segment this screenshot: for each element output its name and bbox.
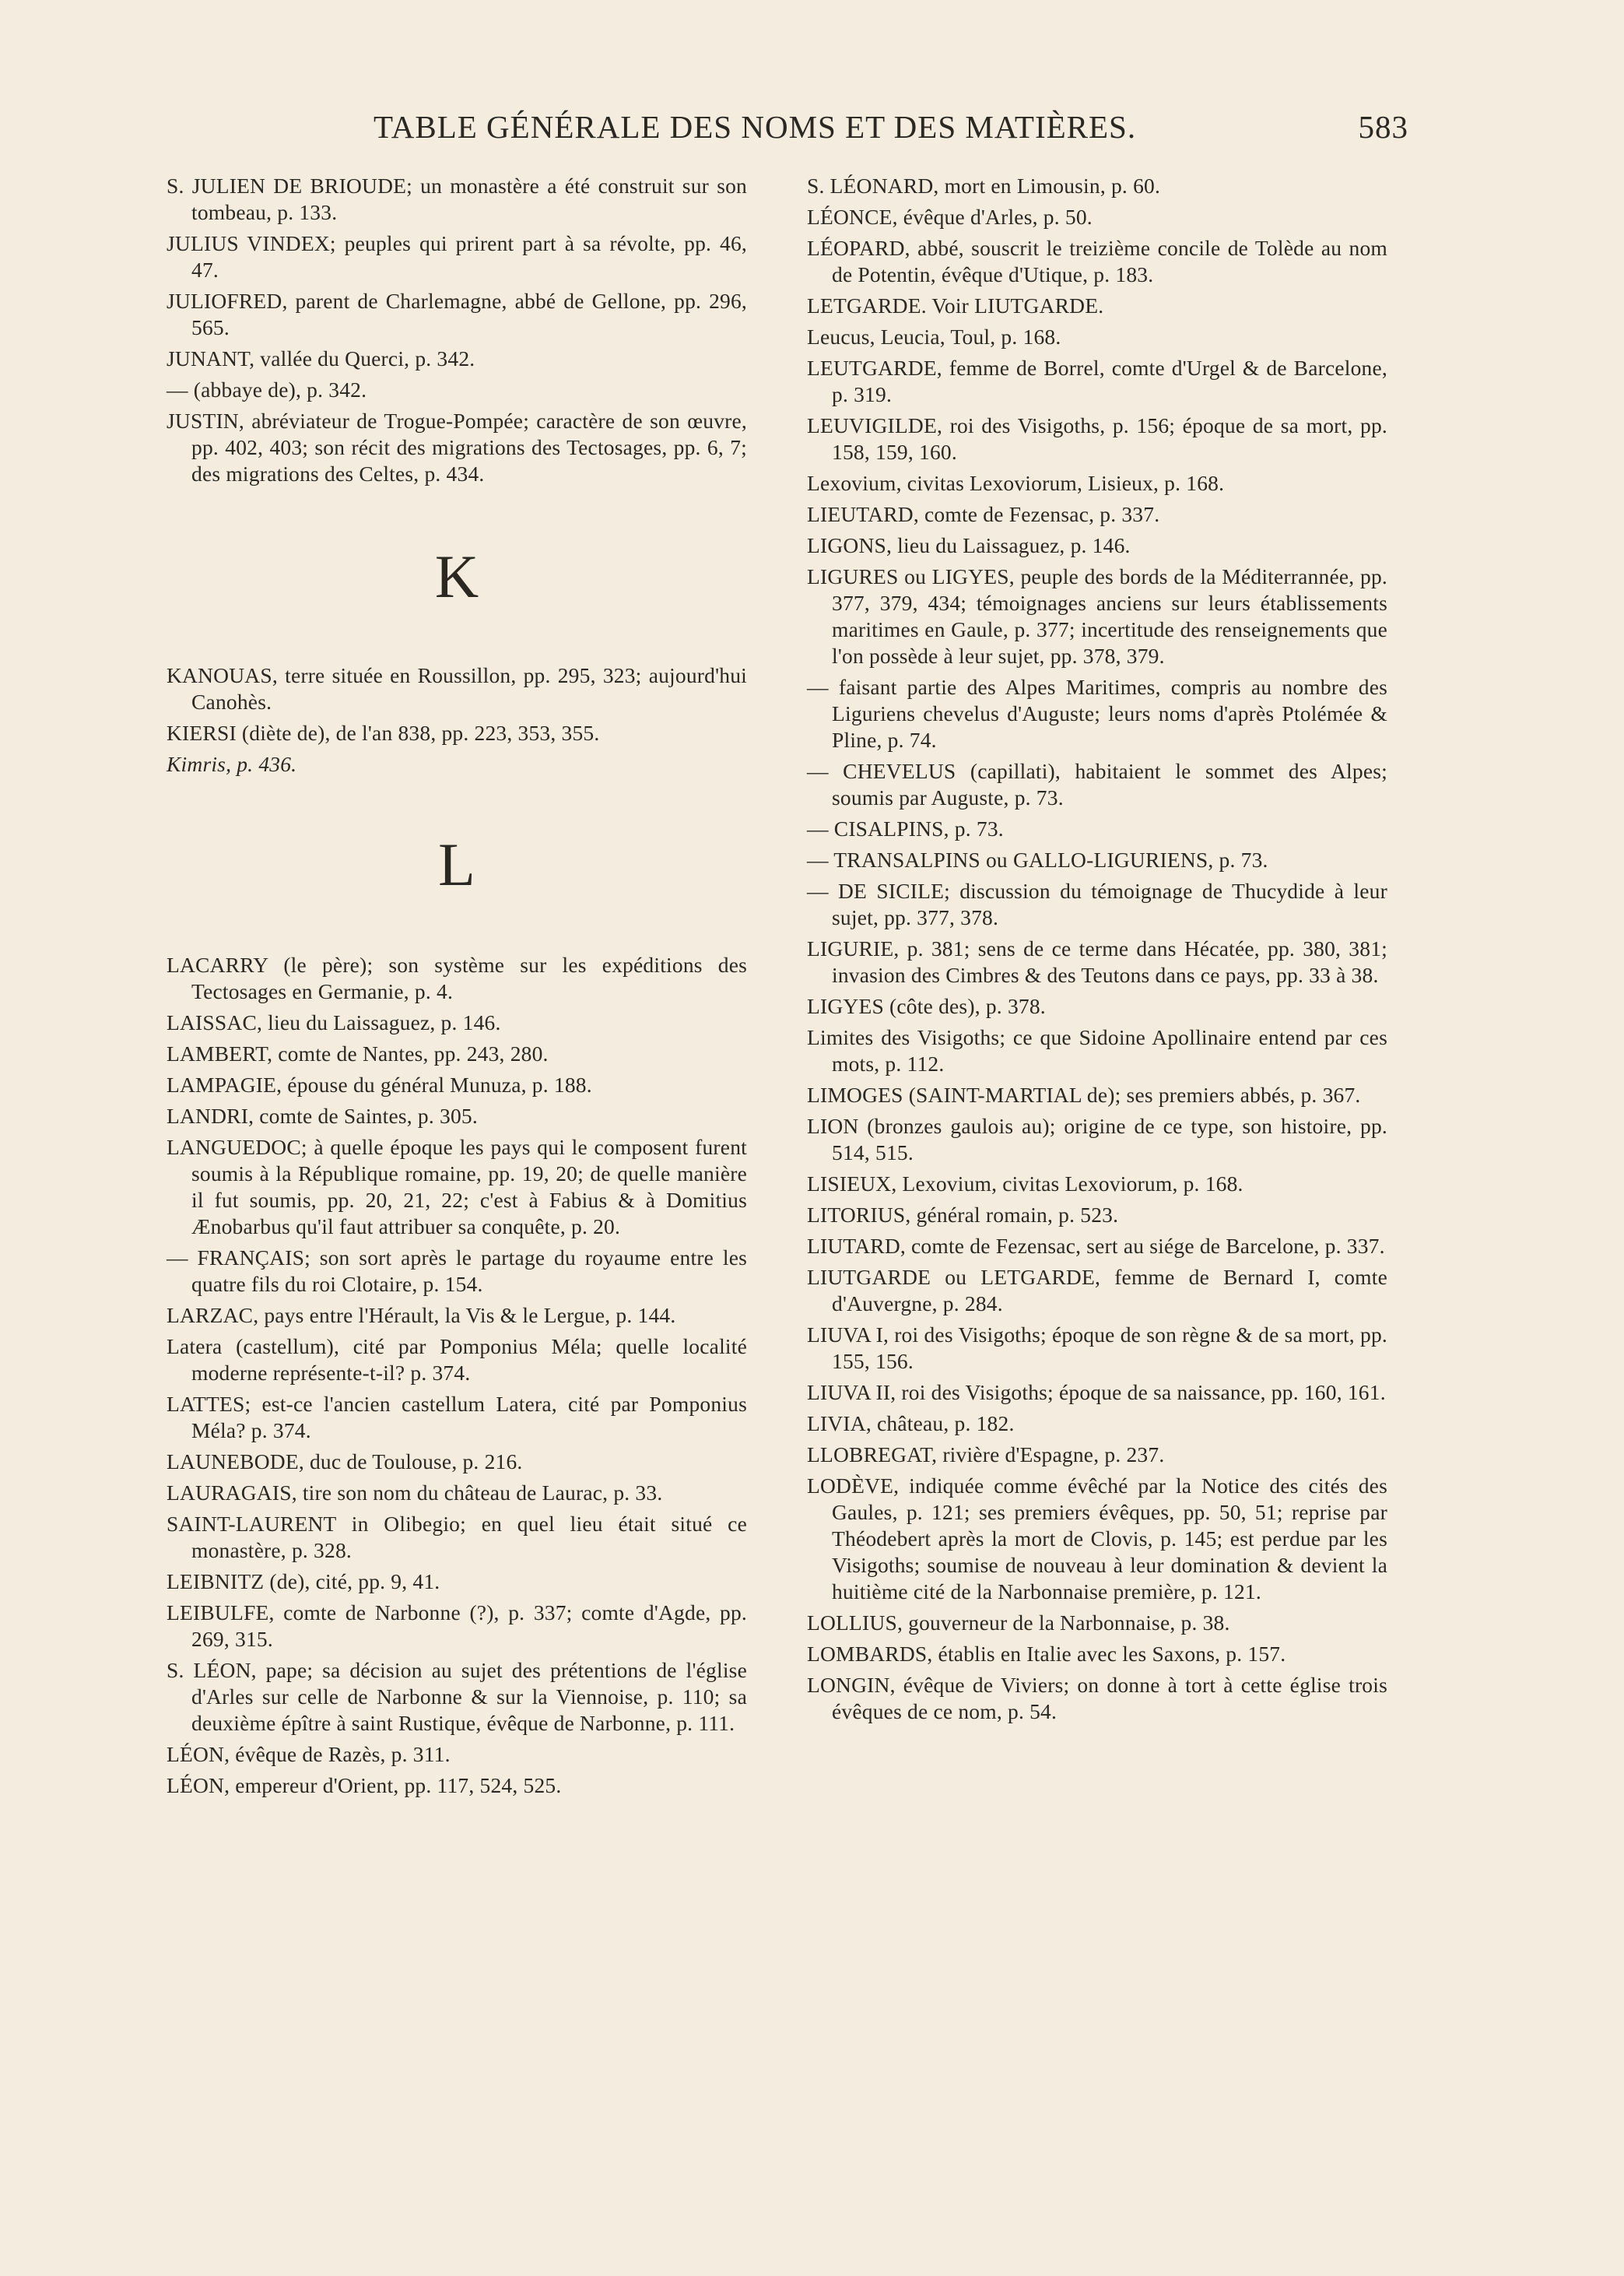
index-entry: Lexovium, civitas Lexoviorum, Lisieux, p. 168. bbox=[807, 471, 1225, 495]
index-entry: S. JULIEN DE BRIOUDE; un monastère a été construit sur son tombeau, p. 133. bbox=[167, 174, 747, 224]
index-entry: LARZAC, pays entre l'Hérault, la Vis & le Lergue, p. 144. bbox=[167, 1303, 676, 1327]
index-entry: JULIUS VINDEX; peuples qui prirent part à sa révolte, pp. 46, 47. bbox=[167, 231, 747, 282]
index-entry: LAMPAGIE, épouse du général Munuza, p. 188. bbox=[167, 1073, 592, 1097]
index-entry: LOLLIUS, gouverneur de la Narbonnaise, p. 38. bbox=[807, 1610, 1230, 1635]
index-entry: LOMBARDS, établis en Italie avec les Saxons, p. 157. bbox=[807, 1642, 1286, 1666]
index-entry: LAURAGAIS, tire son nom du château de Laurac, p. 33. bbox=[167, 1480, 663, 1505]
index-entry: — FRANÇAIS; son sort après le partage du royaume entre les quatre fils du roi Clotaire, p. 154. bbox=[167, 1245, 747, 1296]
index-entry: JULIOFRED, parent de Charlemagne, abbé de Gellone, pp. 296, 565. bbox=[167, 289, 747, 339]
index-entry: LEIBULFE, comte de Narbonne (?), p. 337; comte d'Agde, pp. 269, 315. bbox=[167, 1600, 747, 1651]
index-entry: LACARRY (le père); son système sur les expéditions des Tectosages en Germanie, p. 4. bbox=[167, 953, 747, 1003]
index-entry: Limites des Visigoths; ce que Sidoine Apollinaire entend par ces mots, p. 112. bbox=[807, 1025, 1387, 1076]
index-entry: KANOUAS, terre située en Roussillon, pp. 295, 323; aujourd'hui Canohès. bbox=[167, 663, 747, 714]
index-entry: LÉON, évêque de Razès, p. 311. bbox=[167, 1742, 451, 1766]
index-entry: Latera (castellum), cité par Pomponius Méla; quelle localité moderne représente-t-il? p. 374. bbox=[167, 1334, 747, 1385]
index-entry: LION (bronzes gaulois au); origine de ce type, son histoire, pp. 514, 515. bbox=[807, 1114, 1387, 1164]
index-entry: LEIBNITZ (de), cité, pp. 9, 41. bbox=[167, 1569, 440, 1593]
index-entry: S. LÉONARD, mort en Limousin, p. 60. bbox=[807, 174, 1161, 198]
index-entry: — faisant partie des Alpes Maritimes, compris au nombre des Liguriens chevelus d'Auguste; leurs noms d'après Ptolémée & Pline, p. 74. bbox=[807, 675, 1387, 752]
index-entry: LITORIUS, général romain, p. 523. bbox=[807, 1203, 1119, 1227]
index-entry: KIERSI (diète de), de l'an 838, pp. 223, 353, 355. bbox=[167, 721, 600, 745]
index-entry: LÉONCE, évêque d'Arles, p. 50. bbox=[807, 205, 1093, 229]
index-entry: LIMOGES (SAINT-MARTIAL de); ses premiers abbés, p. 367. bbox=[807, 1083, 1361, 1107]
index-entry: LIGURES ou LIGYES, peuple des bords de la Méditerrannée, pp. 377, 379, 434; témoignages anciens sur leurs établissements maritimes en Gaule, p. 377; incertitude des renseignements que l'on possède à leur sujet, pp. 378, 379. bbox=[807, 564, 1387, 668]
index-entry: JUNANT, vallée du Querci, p. 342. bbox=[167, 346, 475, 371]
index-entry: — DE SICILE; discussion du témoignage de Thucydide à leur sujet, pp. 377, 378. bbox=[807, 879, 1387, 929]
right-column bbox=[807, 173, 1387, 1730]
index-entry: SAINT-LAURENT in Olibegio; en quel lieu était situé ce monastère, p. 328. bbox=[167, 1512, 747, 1562]
index-entry: LLOBREGAT, rivière d'Espagne, p. 237. bbox=[807, 1442, 1165, 1466]
index-entry: LISIEUX, Lexovium, civitas Lexoviorum, p. 168. bbox=[807, 1171, 1243, 1196]
running-title: TABLE GÉNÉRALE DES NOMS ET DES MATIÈRES. bbox=[374, 109, 1137, 145]
index-entry: LIUTGARDE ou LETGARDE, femme de Bernard I, comte d'Auvergne, p. 284. bbox=[807, 1265, 1387, 1315]
index-entry: LAISSAC, lieu du Laissaguez, p. 146. bbox=[167, 1010, 501, 1034]
index-entry: LAUNEBODE, duc de Toulouse, p. 216. bbox=[167, 1449, 523, 1473]
index-entry: — TRANSALPINS ou GALLO-LIGURIENS, p. 73. bbox=[807, 848, 1268, 872]
index-entry: LODÈVE, indiquée comme évêché par la Notice des cités des Gaules, p. 121; ses premiers évêques, pp. 50, 51; reprise par Théodebert après la mort de Clovis, p. 145; est perdue par les Visigoths; soumise de nouveau à leur domination & devient la huitième cité de la Narbonnaise première, p. 121. bbox=[807, 1473, 1387, 1603]
index-entry: LIGYES (côte des), p. 378. bbox=[807, 994, 1046, 1018]
index-entry: LÉON, empereur d'Orient, pp. 117, 524, 525. bbox=[167, 1773, 562, 1797]
section-letter-l: L bbox=[438, 831, 475, 898]
index-entry: LIEUTARD, comte de Fezensac, p. 337. bbox=[807, 502, 1160, 526]
index-entry: LANDRI, comte de Saintes, p. 305. bbox=[167, 1104, 478, 1128]
index-entry: LIUVA II, roi des Visigoths; époque de sa naissance, pp. 160, 161. bbox=[807, 1380, 1386, 1404]
index-entry: LANGUEDOC; à quelle époque les pays qui le composent furent soumis à la République romaine, pp. 19, 20; de quelle manière il fut soumis, pp. 20, 21, 22; c'est à Fabius & à Domitius Ænobarbus qu'il faut attribuer sa conquête, p. 20. bbox=[167, 1135, 747, 1238]
section-letter-k: K bbox=[434, 543, 479, 610]
index-entry: — (abbaye de), p. 342. bbox=[167, 378, 367, 402]
index-entry: — CISALPINS, p. 73. bbox=[807, 817, 1004, 841]
index-entry: LÉOPARD, abbé, souscrit le treizième concile de Tolède au nom de Potentin, évêque d'Utique, p. 183. bbox=[807, 236, 1387, 286]
index-entry: LIGONS, lieu du Laissaguez, p. 146. bbox=[807, 533, 1131, 557]
index-entry: Leucus, Leucia, Toul, p. 168. bbox=[807, 325, 1061, 349]
index-entry: LETGARDE. Voir LIUTGARDE. bbox=[807, 293, 1104, 318]
index-entry: LAMBERT, comte de Nantes, pp. 243, 280. bbox=[167, 1041, 549, 1066]
index-entry: LONGIN, évêque de Viviers; on donne à tort à cette église trois évêques de ce nom, p. 54. bbox=[807, 1673, 1387, 1723]
index-entry: LIUVA I, roi des Visigoths; époque de son règne & de sa mort, pp. 155, 156. bbox=[807, 1322, 1387, 1373]
left-column bbox=[167, 173, 747, 1804]
index-entry: LEUTGARDE, femme de Borrel, comte d'Urgel & de Barcelone, p. 319. bbox=[807, 356, 1387, 406]
index-entry: LEUVIGILDE, roi des Visigoths, p. 156; époque de sa mort, pp. 158, 159, 160. bbox=[807, 413, 1387, 464]
index-entry: JUSTIN, abréviateur de Trogue-Pompée; caractère de son œuvre, pp. 402, 403; son récit des migrations des Tectosages, pp. 6, 7; des migrations des Celtes, p. 434. bbox=[167, 409, 747, 486]
index-entry: LIVIA, château, p. 182. bbox=[807, 1411, 1015, 1435]
index-entry: Kimris, p. 436. bbox=[167, 752, 297, 776]
index-entry: S. LÉON, pape; sa décision au sujet des prétentions de l'église d'Arles sur celle de Narbonne & sur la Viennoise, p. 110; sa deuxième épître à saint Rustique, évêque de Narbonne, p. 111. bbox=[167, 1658, 747, 1735]
index-entry: LIGURIE, p. 381; sens de ce terme dans Hécatée, pp. 380, 381; invasion des Cimbres & des Teutons dans ce pays, pp. 33 à 38. bbox=[807, 936, 1387, 987]
index-entry: LIUTARD, comte de Fezensac, sert au siége de Barcelone, p. 337. bbox=[807, 1234, 1385, 1258]
index-entry: — CHEVELUS (capillati), habitaient le sommet des Alpes; soumis par Auguste, p. 73. bbox=[807, 759, 1387, 810]
page-number: 583 bbox=[1358, 109, 1408, 145]
index-entry: LATTES; est-ce l'ancien castellum Latera, cité par Pomponius Méla? p. 374. bbox=[167, 1392, 747, 1442]
